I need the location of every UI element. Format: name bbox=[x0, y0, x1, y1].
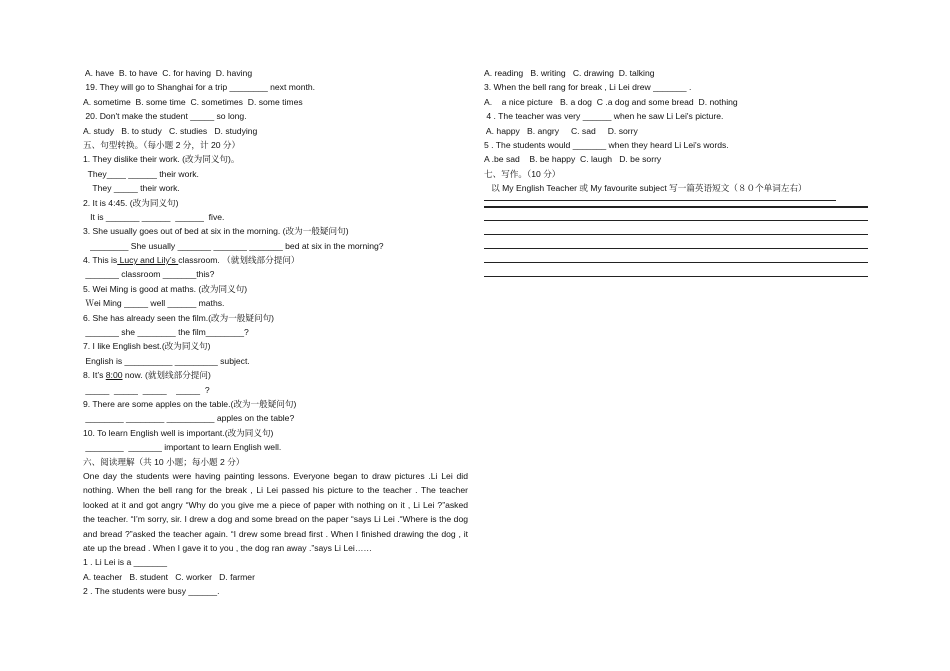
section7-title: 七、写作。（10 分） bbox=[484, 168, 561, 179]
q20-options: A. study B. to study C. studies D. studying bbox=[83, 125, 258, 136]
q19-question: 19. They will go to Shanghai for a trip ________ next month. bbox=[83, 82, 316, 93]
writing-line bbox=[484, 248, 868, 249]
reading-q5: 5 . The students would _______ when they heard Li Lei's words. bbox=[484, 139, 729, 150]
writing-line bbox=[484, 234, 868, 235]
s5-item-9-answer: ________ ________ __________ apples on the table? bbox=[83, 413, 295, 424]
s5-item-8-post: now. (就划线部分提问) bbox=[122, 370, 211, 381]
writing-line bbox=[484, 206, 868, 208]
s5-item-1-answer-a: They____ ______ their work. bbox=[83, 168, 199, 179]
s5-item-3-answer: ________ She usually _______ _______ _______ bed at six in the morning? bbox=[83, 240, 384, 251]
s5-item-7: 7. I like English best.(改为同义句) bbox=[83, 341, 211, 352]
s5-item-5-answer: Ｗei Ming _____ well ______ maths. bbox=[83, 298, 225, 309]
q18-options: A. have B. to have C. for having D. having bbox=[83, 68, 253, 78]
writing-prompt: 以 My English Teacher 或 My favourite subject 写一篇英语短文（８０个单词左右） bbox=[484, 183, 807, 194]
s5-item-10: 10. To learn English well is important.(改为同义句) bbox=[83, 427, 274, 438]
section6-title: 六、阅读理解（共 10 小题；每小题 2 分） bbox=[83, 456, 245, 467]
reading-q2-options: A. reading B. writing C. drawing D. talking bbox=[484, 68, 655, 78]
s5-item-2-answer: It is _______ ______ ______ five. bbox=[83, 211, 225, 222]
writing-line bbox=[484, 200, 836, 201]
s5-item-4-pre: 4. This is bbox=[83, 255, 118, 266]
q19-options: A. sometime B. some time C. sometimes D. some times bbox=[83, 96, 303, 107]
left-column bbox=[83, 66, 468, 599]
reading-q1: 1 . Li Lei is a _______ bbox=[83, 557, 168, 568]
writing-line bbox=[484, 262, 868, 263]
s5-item-8-underlined: 8:00 bbox=[105, 370, 123, 381]
reading-q5-options: A .be sad B. be happy C. laugh D. be sorry bbox=[484, 154, 662, 165]
s5-item-4-answer: _______ classroom _______this? bbox=[83, 269, 215, 280]
section5-title: 五、句型转换。（每小题 2 分，计 20 分） bbox=[83, 139, 241, 150]
s5-item-2: 2. It is 4:45. (改为同义句) bbox=[83, 197, 179, 208]
s5-item-6-answer: _______ she ________ the film________? bbox=[83, 327, 249, 338]
reading-q1-options: A. teacher B. student C. worker D. farmer bbox=[83, 571, 255, 582]
s5-item-8-answer: _____ _____ _____ _____ ? bbox=[83, 384, 210, 395]
reading-passage: One day the students were having painting lessons. Everyone began to draw pictures .Li Lei did nothing. When the bell rang for the break , Li Lei passed his picture to the teacher . The teacher looked at it and got angry “Why do you give me a piece of paper with nothing on it , Li Lei ?”asked the teacher. “I’m sorry, sir. I drew a dog and some bread on the paper “says Li Lei .“Where is the dog and bread ?”asked the teacher again. “I drew some bread first . When I finished drawing the dog , it ate up the bread . When I gave it to you , the dog ran away .”says Li Lei…… bbox=[83, 470, 468, 553]
s5-item-1-answer-b: They _____ their work. bbox=[83, 183, 180, 194]
reading-q3: 3. When the bell rang for break , Li Lei drew _______ . bbox=[484, 82, 692, 93]
s5-item-4-post: classroom. （就划线部分提问） bbox=[178, 255, 300, 266]
writing-line bbox=[484, 220, 868, 221]
s5-item-10-answer: ________ _______ important to learn English well. bbox=[83, 442, 282, 453]
reading-q2: 2 . The students were busy ______. bbox=[83, 586, 220, 597]
s5-item-7-answer: English is __________ _________ subject. bbox=[83, 355, 250, 366]
q20-question: 20. Don't make the student _____ so long. bbox=[83, 111, 247, 122]
s5-item-6: 6. She has already seen the film.(改为一般疑问句) bbox=[83, 312, 275, 323]
writing-lines bbox=[484, 200, 868, 277]
s5-item-8 bbox=[83, 368, 468, 382]
reading-q4-options: A. happy B. angry C. sad D. sorry bbox=[484, 125, 638, 136]
s5-item-4-underlined: Lucy and Lily’s bbox=[117, 255, 179, 266]
right-column bbox=[484, 66, 868, 277]
s5-item-5: 5. Wei Ming is good at maths. (改为同义句) bbox=[83, 283, 248, 294]
s5-item-4 bbox=[83, 253, 468, 267]
reading-q3-options: A. a nice picture B. a dog C .a dog and some bread D. nothing bbox=[484, 96, 738, 107]
writing-line bbox=[484, 276, 868, 277]
s5-item-8-pre: 8. It’s bbox=[83, 370, 106, 381]
s5-item-3: 3. She usually goes out of bed at six in the morning. (改为一般疑问句) bbox=[83, 226, 349, 237]
s5-item-9: 9. There are some apples on the table.(改为一般疑问句) bbox=[83, 398, 297, 409]
s5-item-1: 1. They dislike their work. (改为同义句)。 bbox=[83, 154, 240, 165]
reading-q4: 4 . The teacher was very ______ when he saw Li Lei's picture. bbox=[484, 111, 724, 122]
